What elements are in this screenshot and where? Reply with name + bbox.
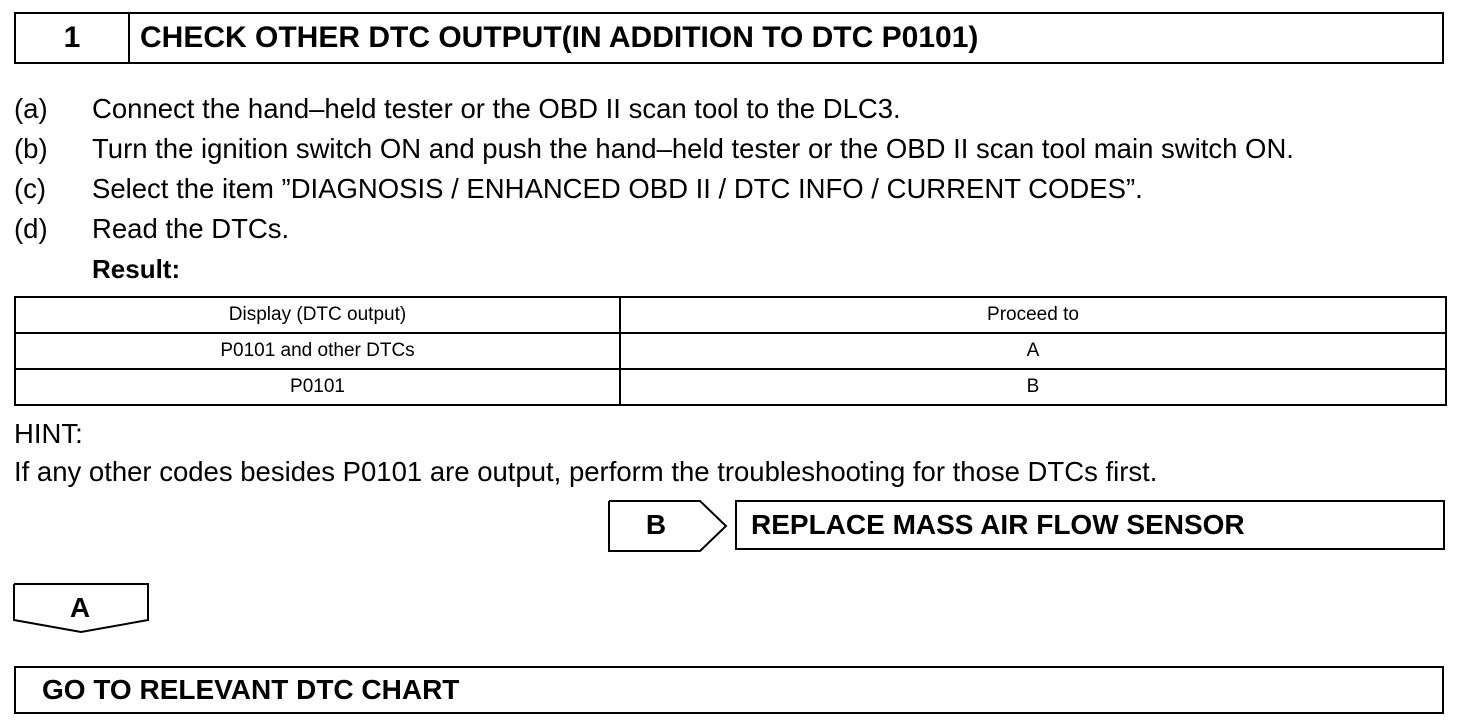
table-row: [15, 369, 1446, 405]
step-header: [14, 12, 1444, 64]
column-header: Display (DTC output): [15, 297, 620, 333]
instruction-text: Select the item ”DIAGNOSIS / ENHANCED OBD II / DTC INFO / CURRENT CODES”.: [92, 173, 1143, 204]
instruction-text: Read the DTCs.: [92, 213, 290, 244]
table-cell: P0101 and other DTCs: [15, 333, 620, 369]
instruction-letter: (a): [14, 93, 48, 124]
final-step-box: GO TO RELEVANT DTC CHART: [14, 666, 1444, 714]
table-header-row: [15, 297, 1446, 333]
result-table: [14, 296, 1447, 406]
table-cell: P0101: [15, 369, 620, 405]
table-cell: B: [620, 369, 1446, 405]
table-row: [15, 333, 1446, 369]
branch-b-action: REPLACE MASS AIR FLOW SENSOR: [735, 500, 1445, 550]
instruction-text: Turn the ignition switch ON and push the hand–held tester or the OBD II scan tool main switch ON.: [92, 133, 1294, 164]
branch-b-label: B: [645, 509, 667, 540]
instruction-item: [14, 129, 1464, 169]
step-title: CHECK OTHER DTC OUTPUT(IN ADDITION TO DTC P0101): [140, 21, 979, 54]
instruction-item: [14, 209, 1464, 249]
instruction-letter: (d): [14, 213, 48, 244]
instruction-letter: (b): [14, 133, 48, 164]
instruction-item: [14, 169, 1464, 209]
instruction-item: [14, 89, 1464, 129]
result-label: Result:: [92, 254, 181, 284]
column-header: Proceed to: [620, 297, 1446, 333]
hint-label: HINT:: [14, 418, 83, 449]
hint-text: If any other codes besides P0101 are output, perform the troubleshooting for those DTCs first.: [14, 456, 1158, 487]
step-number: 1: [16, 14, 130, 62]
table-cell: A: [620, 333, 1446, 369]
branch-a-label: A: [69, 592, 91, 623]
instruction-text: Connect the hand–held tester or the OBD II scan tool to the DLC3.: [92, 93, 901, 124]
instruction-letter: (c): [14, 173, 47, 204]
